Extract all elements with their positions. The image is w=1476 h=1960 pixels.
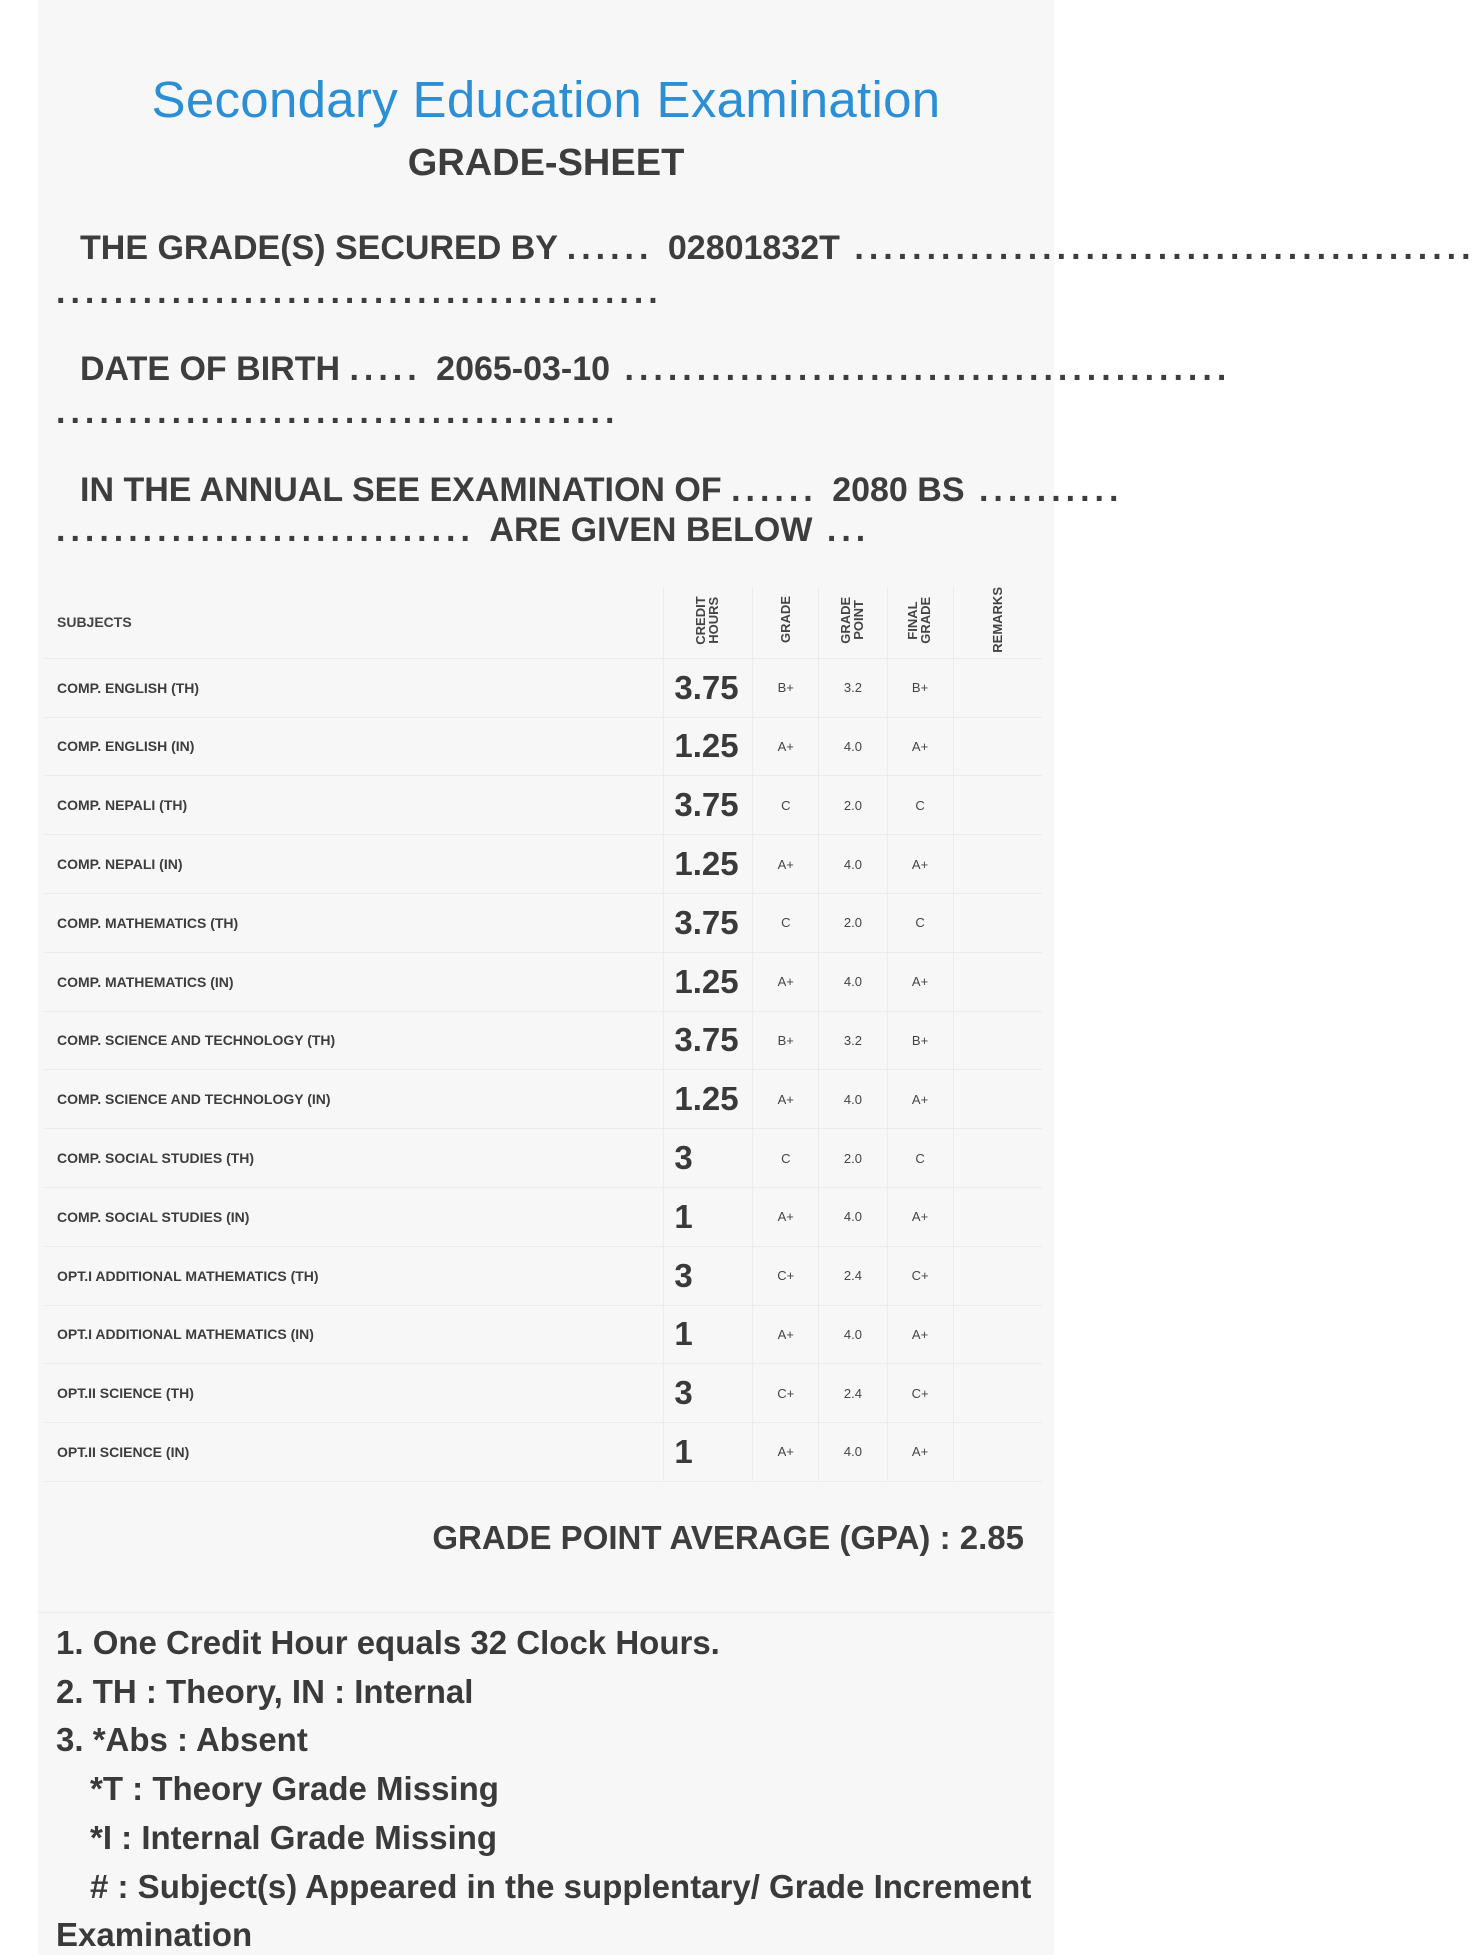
credit-hours-cell: 1 (664, 1423, 753, 1482)
grade-point-cell: 4.0 (819, 1305, 887, 1364)
dob-line: DATE OF BIRTH ..... 2065-03-10 .......................................... (56, 349, 1056, 389)
note-item: Examination (56, 1916, 253, 1954)
table-row (44, 776, 1042, 835)
note-item: *I : Internal Grade Missing (90, 1818, 498, 1856)
table-row (44, 1011, 1042, 1070)
remarks-cell (953, 1423, 1042, 1482)
final-grade-cell: A+ (887, 1187, 953, 1246)
final-grade-cell: C+ (887, 1246, 953, 1305)
table-row (44, 1187, 1042, 1246)
subject-cell: OPT.II SCIENCE (TH) (44, 1364, 664, 1423)
dob-value: 2065-03-10 (436, 350, 611, 388)
remarks-cell (953, 893, 1042, 952)
grade-cell: B+ (753, 1011, 819, 1070)
header-final-grade: FINAL GRADE (887, 587, 953, 658)
gpa-value: 2.85 (959, 1519, 1024, 1556)
grade-point-cell: 4.0 (819, 1423, 887, 1482)
credit-hours-cell: 3 (664, 1129, 753, 1188)
credit-hours-cell: 3.75 (664, 1011, 753, 1070)
final-grade-cell: C+ (887, 1364, 953, 1423)
credit-hours-cell: 1.25 (664, 1070, 753, 1129)
final-grade-cell: B+ (887, 658, 953, 717)
subject-cell: OPT.II SCIENCE (IN) (44, 1423, 664, 1482)
credit-hours-cell: 3 (664, 1246, 753, 1305)
grade-point-cell: 4.0 (819, 717, 887, 776)
exam-title: Secondary Education Examination (151, 71, 941, 128)
table-row (44, 1305, 1042, 1364)
header-remarks: REMARKS (953, 587, 1042, 658)
header-grade-point: GRADE POINT (819, 587, 887, 658)
grade-cell: A+ (753, 952, 819, 1011)
secured-by-label: THE GRADE(S) SECURED BY (80, 229, 558, 267)
table-row (44, 1129, 1042, 1188)
subject-cell: COMP. NEPALI (TH) (44, 776, 664, 835)
notes-section (56, 1619, 1056, 1960)
given-below-line: ............................. ARE GIVEN BELOW ... (56, 511, 871, 549)
given-below-label: ARE GIVEN BELOW (489, 511, 813, 549)
subject-cell: COMP. MATHEMATICS (IN) (44, 952, 664, 1011)
gpa-line (432, 1517, 1024, 1559)
subject-cell: OPT.I ADDITIONAL MATHEMATICS (TH) (44, 1246, 664, 1305)
exam-line: IN THE ANNUAL SEE EXAMINATION OF ...... 2080 BS .......... (56, 470, 1056, 510)
remarks-cell (953, 717, 1042, 776)
final-grade-cell: A+ (887, 952, 953, 1011)
credit-hours-cell: 3.75 (664, 893, 753, 952)
final-grade-cell: C (887, 1129, 953, 1188)
note-item: 3. *Abs : Absent (56, 1721, 308, 1759)
subject-cell: COMP. ENGLISH (TH) (44, 658, 664, 717)
subject-cell: COMP. NEPALI (IN) (44, 835, 664, 894)
table-row (44, 1423, 1042, 1482)
subject-cell: COMP. ENGLISH (IN) (44, 717, 664, 776)
grade-cell: A+ (753, 1423, 819, 1482)
grade-cell: C (753, 776, 819, 835)
remarks-cell (953, 1070, 1042, 1129)
remarks-cell (953, 776, 1042, 835)
final-grade-cell: A+ (887, 1305, 953, 1364)
grade-point-cell: 2.0 (819, 1129, 887, 1188)
subject-cell: COMP. MATHEMATICS (TH) (44, 893, 664, 952)
grade-cell: A+ (753, 835, 819, 894)
subject-cell: OPT.I ADDITIONAL MATHEMATICS (IN) (44, 1305, 664, 1364)
symbol-number: 02801832T (667, 229, 840, 267)
dob-label: DATE OF BIRTH (80, 350, 341, 388)
table-row (44, 717, 1042, 776)
grade-point-cell: 2.4 (819, 1364, 887, 1423)
subject-cell: COMP. SOCIAL STUDIES (TH) (44, 1129, 664, 1188)
grade-cell: A+ (753, 1305, 819, 1364)
final-grade-cell: A+ (887, 717, 953, 776)
exam-label: IN THE ANNUAL SEE EXAMINATION OF (80, 471, 722, 509)
exam-year: 2080 BS (832, 471, 965, 509)
final-grade-cell: A+ (887, 1070, 953, 1129)
dob-dots: ....................................... (56, 393, 620, 431)
credit-hours-cell: 1.25 (664, 717, 753, 776)
final-grade-cell: A+ (887, 835, 953, 894)
grade-cell: A+ (753, 1187, 819, 1246)
credit-hours-cell: 1.25 (664, 835, 753, 894)
note-item: 2. TH : Theory, IN : Internal (56, 1672, 474, 1710)
grade-sheet (38, 0, 1476, 1955)
credit-hours-cell: 1 (664, 1187, 753, 1246)
remarks-cell (953, 1129, 1042, 1188)
final-grade-cell: B+ (887, 1011, 953, 1070)
grade-point-cell: 4.0 (819, 1187, 887, 1246)
grade-point-cell: 3.2 (819, 658, 887, 717)
final-grade-cell: C (887, 776, 953, 835)
grade-point-cell: 4.0 (819, 835, 887, 894)
table-row (44, 1070, 1042, 1129)
remarks-cell (953, 1011, 1042, 1070)
grade-cell: A+ (753, 717, 819, 776)
notes-divider (38, 1612, 1054, 1613)
remarks-cell (953, 1305, 1042, 1364)
credit-hours-cell: 3 (664, 1364, 753, 1423)
grades-table (44, 587, 1042, 1482)
header-grade: GRADE (753, 587, 819, 658)
grade-cell: C+ (753, 1246, 819, 1305)
secured-by-dots: .......................................... (56, 273, 663, 311)
grade-cell: A+ (753, 1070, 819, 1129)
remarks-cell (953, 1364, 1042, 1423)
remarks-cell (953, 952, 1042, 1011)
table-row (44, 1364, 1042, 1423)
subject-cell: COMP. SCIENCE AND TECHNOLOGY (TH) (44, 1011, 664, 1070)
grade-cell: B+ (753, 658, 819, 717)
table-row (44, 658, 1042, 717)
final-grade-cell: C (887, 893, 953, 952)
final-grade-cell: A+ (887, 1423, 953, 1482)
grade-point-cell: 4.0 (819, 952, 887, 1011)
remarks-cell (953, 658, 1042, 717)
grade-cell: C+ (753, 1364, 819, 1423)
credit-hours-cell: 3.75 (664, 658, 753, 717)
credit-hours-cell: 3.75 (664, 776, 753, 835)
table-header-row (44, 587, 1042, 658)
grade-cell: C (753, 893, 819, 952)
grade-point-cell: 2.4 (819, 1246, 887, 1305)
grade-point-cell: 3.2 (819, 1011, 887, 1070)
header-credit-hours: CREDIT HOURS (664, 587, 753, 658)
grade-point-cell: 2.0 (819, 776, 887, 835)
table-row (44, 893, 1042, 952)
subject-cell: COMP. SCIENCE AND TECHNOLOGY (IN) (44, 1070, 664, 1129)
secured-by-line: THE GRADE(S) SECURED BY ...... 02801832T ........................................... (56, 228, 1056, 268)
note-item: *T : Theory Grade Missing (90, 1770, 499, 1808)
gpa-label: GRADE POINT AVERAGE (GPA) : (432, 1519, 951, 1556)
note-item: 1. One Credit Hour equals 32 Clock Hours. (56, 1624, 720, 1661)
table-row (44, 952, 1042, 1011)
note-item: # : Subject(s) Appeared in the supplentary/ Grade Increment (90, 1867, 1032, 1905)
table-row (44, 835, 1042, 894)
subject-cell: COMP. SOCIAL STUDIES (IN) (44, 1187, 664, 1246)
grade-sheet-heading: GRADE-SHEET (407, 142, 685, 184)
header-subjects: SUBJECTS (44, 587, 664, 658)
credit-hours-cell: 1.25 (664, 952, 753, 1011)
credit-hours-cell: 1 (664, 1305, 753, 1364)
remarks-cell (953, 1246, 1042, 1305)
grade-point-cell: 4.0 (819, 1070, 887, 1129)
remarks-cell (953, 1187, 1042, 1246)
grade-cell: C (753, 1129, 819, 1188)
table-row (44, 1246, 1042, 1305)
grade-point-cell: 2.0 (819, 893, 887, 952)
remarks-cell (953, 835, 1042, 894)
